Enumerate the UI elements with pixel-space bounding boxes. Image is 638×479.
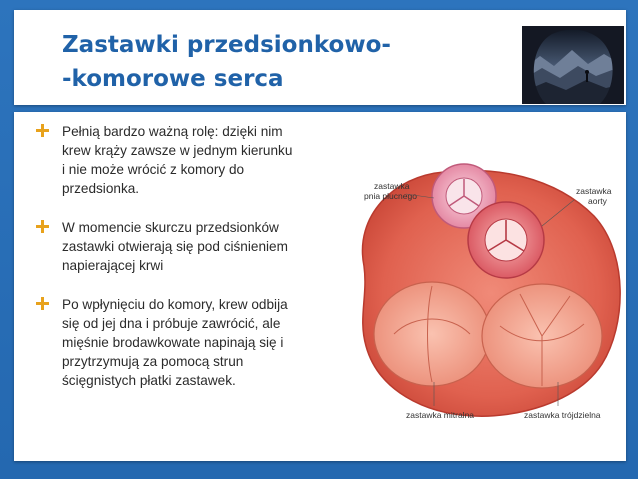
bullet-line: się od jej dna i próbuje zawrócić, ale	[62, 316, 281, 331]
bullet-item	[36, 122, 352, 198]
bullet-line: W momencie skurczu przedsionków	[62, 220, 279, 235]
mitral-valve-shape	[374, 282, 490, 386]
bullet-line: mięśnie brodawkowate napinają się i	[62, 335, 284, 350]
heart-valves-diagram	[344, 136, 634, 436]
bullet-item	[36, 218, 352, 275]
content-panel	[14, 112, 626, 461]
bullet-line: i nie może wrócić z komory do	[62, 162, 245, 177]
bullet-line: Pełnią bardzo ważną rolę: dzięki nim	[62, 124, 283, 139]
bullet-line: zastawki otwierają się pod ciśnieniem	[62, 239, 288, 254]
title-panel	[14, 10, 626, 105]
bullet-item	[36, 295, 352, 390]
bullet-list	[36, 122, 352, 410]
bullet-line: ścięgnistych płatki zastawek.	[62, 373, 236, 388]
plus-bullet-icon	[36, 220, 49, 233]
slide-title	[62, 28, 442, 96]
bullet-line: przytrzymują za pomocą strun	[62, 354, 244, 369]
plus-bullet-icon	[36, 297, 49, 310]
label-tricuspid: zastawka trójdzielna	[524, 410, 601, 420]
label-mitral: zastawka mitralna	[406, 410, 475, 420]
label-pulmonary-2: pnia płucnego	[364, 191, 417, 201]
label-aortic-2: aorty	[588, 196, 607, 206]
plus-bullet-icon	[36, 124, 49, 137]
bullet-line: Po wpłynięciu do komory, krew odbija	[62, 297, 288, 312]
bullet-line: napierającej krwi	[62, 258, 164, 273]
mountain-photo	[522, 26, 624, 104]
title-line-1: Zastawki przedsionkowo-	[62, 32, 391, 58]
label-aortic-1: zastawka	[576, 186, 612, 196]
title-line-2: -komorowe serca	[62, 66, 284, 92]
bullet-line: przedsionka.	[62, 181, 140, 196]
bullet-line: krew krąży zawsze w jednym kierunku	[62, 143, 293, 158]
label-pulmonary-1: zastawka	[374, 181, 410, 191]
